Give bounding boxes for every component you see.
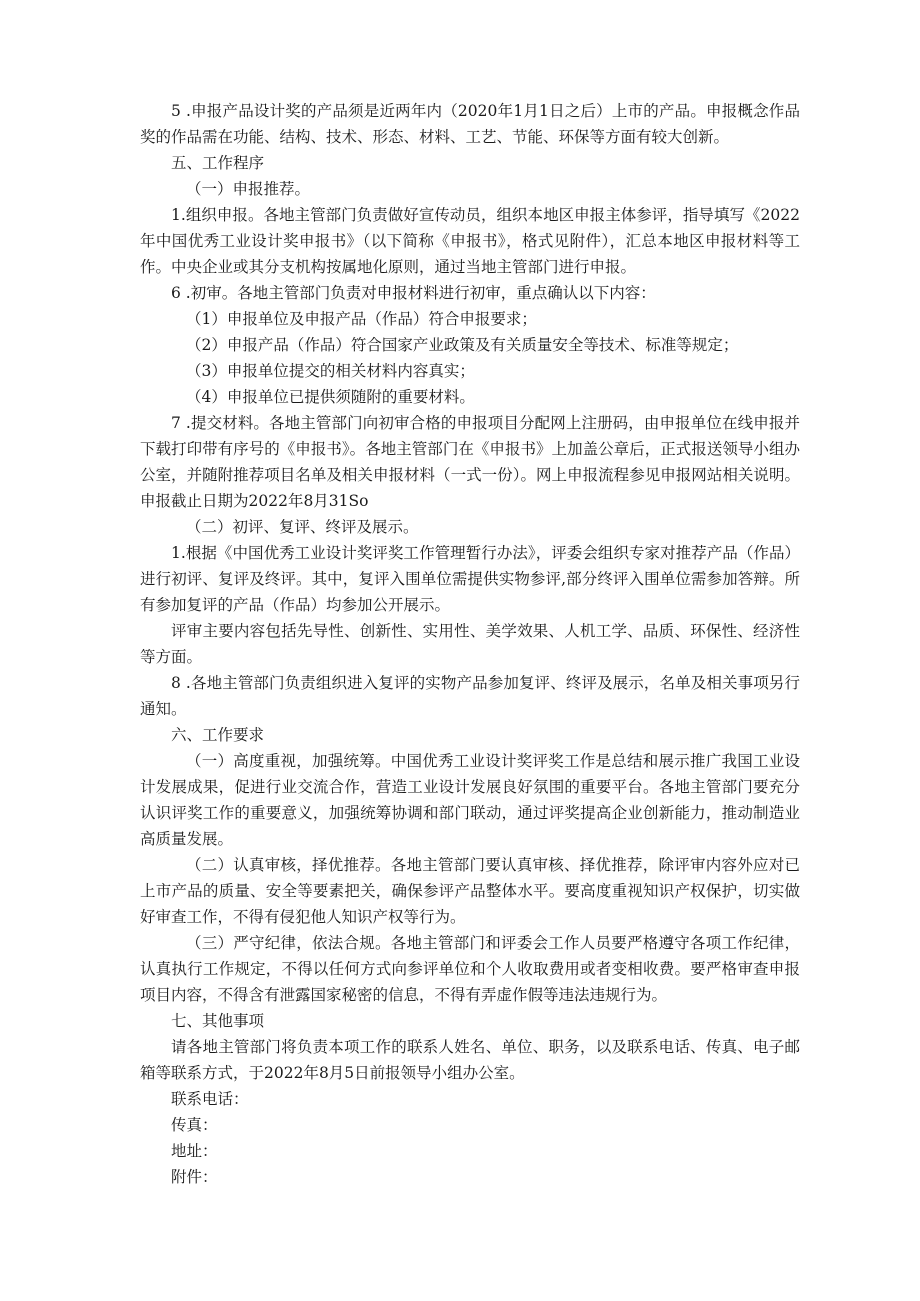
paragraph-evaluation-rules: 1.根据《中国优秀工业设计奖评奖工作管理暂行办法》，评委会组织专家对推荐产品（作品）进行初评、复评及终评。其中，复评入围单位需提供实物参评,部分终评入围单位需参加答辩。所有参加复评的产品（作品）均参加公开展示。	[140, 544, 800, 614]
paragraph-preliminary-review: 6 .初审。各地主管部门负责对申报材料进行初审，重点确认以下内容：	[171, 284, 656, 302]
contact-fax-label: 传真：	[171, 1116, 218, 1134]
section-heading-other: 七、其他事项	[171, 1012, 265, 1030]
review-item-4: （4）申报单位已提供须随附的重要材料。	[186, 388, 475, 406]
subsection-heading-evaluation: （二）初评、复评、终评及展示。	[186, 518, 419, 536]
paragraph-submit-materials: 7 .提交材料。各地主管部门向初审合格的申报项目分配网上注册码，由申报单位在线申报并下载打印带有序号的《申报书》。各地主管部门在《申报书》上加盖公章后，正式报送领导小组办公室，并随附推荐项目名单及相关申报材料（一式一份）。网上申报流程参见申报网站相关说明。申报截止日期为2022年8月31So	[140, 414, 800, 510]
attachment-label: 附件：	[171, 1168, 218, 1186]
paragraph-item-5-product-requirement: 5 .申报产品设计奖的产品须是近两年内（2020年1月1日之后）上市的产品。申报概念作品奖的作品需在功能、结构、技术、形态、材料、工艺、节能、环保等方面有较大创新。	[140, 102, 800, 146]
paragraph-organize-application: 1.组织申报。各地主管部门负责做好宣传动员，组织本地区申报主体参评，指导填写《2022年中国优秀工业设计奖申报书》（以下简称《申报书》，格式见附件），汇总本地区申报材料等工作。中央企业或其分支机构按属地化原则，通过当地主管部门进行申报。	[140, 206, 800, 276]
paragraph-evaluation-criteria: 评审主要内容包括先导性、创新性、实用性、美学效果、人机工学、品质、环保性、经济性等方面。	[140, 622, 800, 666]
contact-phone-label: 联系电话：	[171, 1090, 249, 1108]
contact-address-label: 地址：	[171, 1142, 218, 1160]
document-page	[140, 98, 800, 1190]
section-heading-requirements: 六、工作要求	[171, 726, 265, 744]
paragraph-reevaluation-organization: 8 .各地主管部门负责组织进入复评的实物产品参加复评、终评及展示，名单及相关事项另行通知。	[140, 674, 800, 718]
paragraph-requirement-2: （二）认真审核，择优推荐。各地主管部门要认真审核、择优推荐，除评审内容外应对已上市产品的质量、安全等要素把关，确保参评产品整体水平。要高度重视知识产权保护，切实做好审查工作，不得有侵犯他人知识产权等行为。	[140, 856, 800, 926]
paragraph-requirement-3: （三）严守纪律，依法合规。各地主管部门和评委会工作人员要严格遵守各项工作纪律，认真执行工作规定，不得以任何方式向参评单位和个人收取费用或者变相收费。要严格审查申报项目内容，不得含有泄露国家秘密的信息，不得有弄虚作假等违法违规行为。	[140, 934, 800, 1004]
review-item-1: （1）申报单位及申报产品（作品）符合申报要求；	[186, 310, 537, 328]
review-item-2: （2）申报产品（作品）符合国家产业政策及有关质量安全等技术、标准等规定；	[186, 336, 739, 354]
review-item-3: （3）申报单位提交的相关材料内容真实；	[186, 362, 475, 380]
section-heading-procedure: 五、工作程序	[171, 154, 265, 172]
paragraph-contact-instruction: 请各地主管部门将负责本项工作的联系人姓名、单位、职务，以及联系电话、传真、电子邮箱等联系方式，于2022年8月5日前报领导小组办公室。	[140, 1038, 800, 1082]
paragraph-requirement-1: （一）高度重视，加强统筹。中国优秀工业设计奖评奖工作是总结和展示推广我国工业设计发展成果，促进行业交流合作，营造工业设计发展良好氛围的重要平台。各地主管部门要充分认识评奖工作的重要意义，加强统筹协调和部门联动，通过评奖提高企业创新能力，推动制造业高质量发展。	[140, 752, 800, 848]
subsection-heading-application: （一）申报推荐。	[186, 180, 311, 198]
